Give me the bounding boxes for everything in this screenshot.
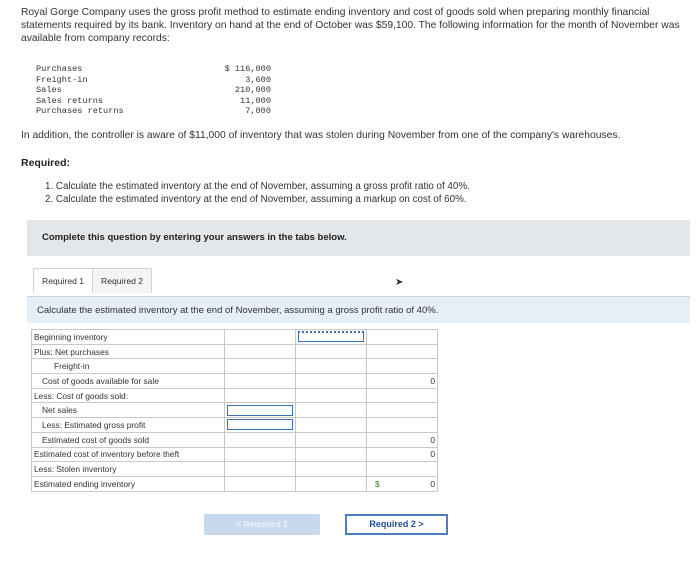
total-cell xyxy=(367,418,438,433)
amount-input[interactable] xyxy=(296,330,367,345)
amount-input[interactable] xyxy=(225,418,296,433)
entry-cell[interactable] xyxy=(225,330,296,345)
requirements-list xyxy=(45,181,470,206)
amount-input[interactable] xyxy=(296,359,367,374)
amount-cell xyxy=(296,374,367,389)
total-cell xyxy=(367,344,438,359)
table-row xyxy=(32,374,438,389)
row-label: Estimated cost of goods sold xyxy=(32,432,225,447)
problem-intro: Royal Gorge Company uses the gross profit method to estimate ending inventory and cost of goods sold when preparing monthly financial statements required by its bank. Inventory on hand at the end of October was $59,100. The following information for the month of November was available from company records: xyxy=(21,7,680,44)
prev-required-button[interactable]: < Required 1 xyxy=(204,514,320,535)
input-box[interactable] xyxy=(227,419,293,430)
total-cell xyxy=(367,476,438,491)
table-row xyxy=(32,359,438,374)
entry-cell[interactable] xyxy=(225,462,296,477)
entry-cell xyxy=(225,374,296,389)
table-row xyxy=(32,462,438,477)
amount-cell xyxy=(296,447,367,462)
cursor-icon: ➤ xyxy=(395,277,404,288)
required-heading: Required: xyxy=(21,157,71,169)
requirement-item: 2. Calculate the estimated inventory at the end of November, assuming a markup on cost of 60%. xyxy=(45,193,467,205)
row-label: Plus: Net purchases xyxy=(32,344,225,359)
theft-note: In addition, the controller is aware of $11,000 of inventory that was stolen during November from one of the company's warehouses. xyxy=(21,130,621,141)
record-row xyxy=(36,85,271,96)
row-label: Estimated cost of inventory before theft xyxy=(32,447,225,462)
amount-input[interactable] xyxy=(225,403,296,418)
row-label: Beginning inventory xyxy=(32,330,225,345)
total-value: 0 xyxy=(430,478,435,489)
amount-cell xyxy=(296,476,367,491)
record-label: Sales xyxy=(36,85,62,95)
entry-cell xyxy=(225,476,296,491)
record-row xyxy=(36,75,271,86)
tab-required-1[interactable]: Required 1 xyxy=(33,268,93,293)
record-row xyxy=(36,96,271,107)
total-cell: 0 xyxy=(367,447,438,462)
amount-cell xyxy=(296,432,367,447)
table-row xyxy=(32,447,438,462)
row-label: Less: Stolen inventory xyxy=(32,462,225,477)
table-row xyxy=(32,330,438,345)
table-row xyxy=(32,418,438,433)
instruction-bar xyxy=(27,296,690,323)
total-cell xyxy=(367,359,438,374)
total-cell xyxy=(367,403,438,418)
amount-input[interactable] xyxy=(296,344,367,359)
currency-symbol: $ xyxy=(375,478,380,489)
instructions-banner xyxy=(27,220,690,256)
input-box[interactable] xyxy=(298,331,364,342)
entry-cell[interactable] xyxy=(225,359,296,374)
record-value: 210,000 xyxy=(234,85,271,95)
entry-cell xyxy=(225,432,296,447)
next-required-button[interactable]: Required 2 > xyxy=(345,514,448,535)
total-cell xyxy=(367,462,438,477)
amount-cell xyxy=(296,388,367,403)
record-value: 11,000 xyxy=(240,95,271,106)
amount-input[interactable] xyxy=(296,462,367,477)
table-row xyxy=(32,432,438,447)
amount-cell xyxy=(296,403,367,418)
row-label: Net sales xyxy=(32,403,225,418)
record-row xyxy=(36,106,271,117)
entry-cell[interactable] xyxy=(225,344,296,359)
table-row xyxy=(32,476,438,491)
record-label: Purchases returns xyxy=(36,106,124,116)
record-label: Purchases xyxy=(36,64,83,74)
record-row xyxy=(36,64,271,75)
table-row xyxy=(32,388,438,403)
company-records xyxy=(36,64,271,117)
table-row xyxy=(32,403,438,418)
total-cell: 0 xyxy=(367,432,438,447)
row-label: Freight-in xyxy=(32,359,225,374)
entry-cell xyxy=(225,388,296,403)
row-label: Estimated ending inventory xyxy=(32,476,225,491)
table-row xyxy=(32,344,438,359)
record-label: Freight-in xyxy=(36,74,88,85)
row-label: Less: Cost of goods sold: xyxy=(32,388,225,403)
row-label: Cost of goods available for sale xyxy=(32,374,225,389)
input-box[interactable] xyxy=(227,405,293,416)
tab-required-2[interactable]: Required 2 xyxy=(93,268,152,293)
row-label: Less: Estimated gross profit xyxy=(32,418,225,433)
record-label: Sales returns xyxy=(36,95,104,106)
total-cell xyxy=(367,388,438,403)
inventory-worksheet xyxy=(31,329,438,492)
total-cell xyxy=(367,330,438,345)
amount-cell xyxy=(296,418,367,433)
record-value: 7,000 xyxy=(245,106,271,116)
tab-bar xyxy=(33,268,152,292)
requirement-item: 1. Calculate the estimated inventory at the end of November, assuming a gross profit ratio of 40%. xyxy=(45,181,470,192)
record-value: 3,600 xyxy=(245,74,271,85)
entry-cell xyxy=(225,447,296,462)
banner-text: Complete this question by entering your answers in the tabs below. xyxy=(42,232,347,243)
instruction-text: Calculate the estimated inventory at the end of November, assuming a gross profit ratio of 40%. xyxy=(37,305,439,316)
total-cell: 0 xyxy=(367,374,438,389)
record-value: $ 116,000 xyxy=(224,64,271,74)
